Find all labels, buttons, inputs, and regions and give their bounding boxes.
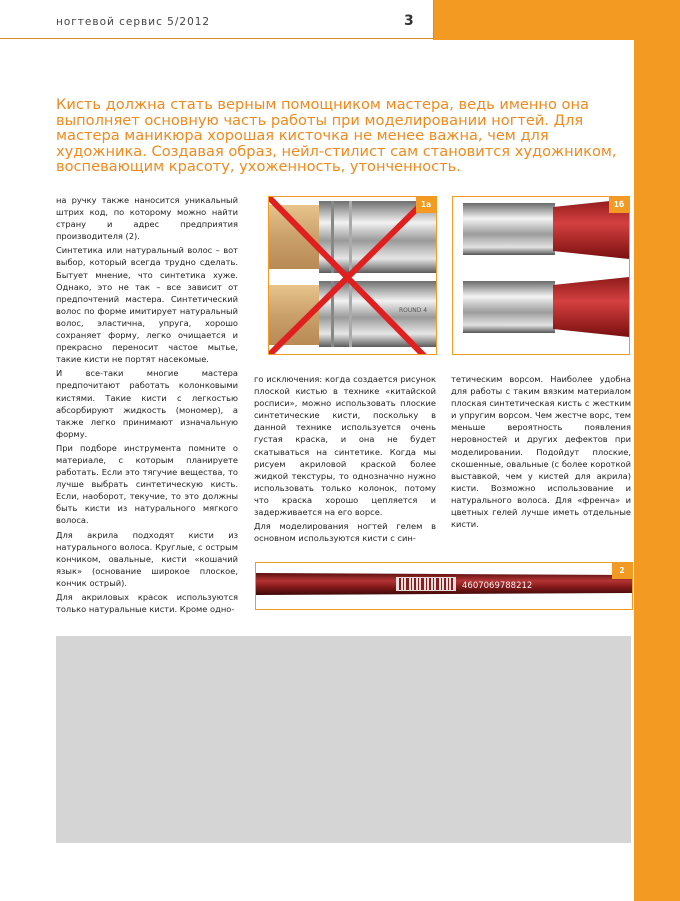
paragraph: И все-таки многие мастера предпочитают работать колонковыми кистями. Такие кисти с легкостью абсорбируют жидкость (мономер), а также легко принимают изначальную форму. [56,368,238,439]
orange-corner-block [434,0,680,40]
paragraph: При подборе инструмента помните о материале, с которым планируете работать. Если это тягучие вещества, то лучше выбрать синтетическую кисть. Если, наоборот, текучие, то это должны быть кисти из натурального мягкого волоса. [56,442,238,526]
text-column-2 [254,373,436,546]
ferrule-red-illustration [453,197,629,354]
barcode-graphic [396,577,456,591]
orange-side-strip [634,40,680,901]
paragraph: го исключения: когда создается рисунок плоской кистью в технике «китайской росписи», можно использовать плоские синтетические кисти, поскольку в данной технике используется очень густая краска, и она не будет скатываться на синтетике. Когда мы рисуем акриловой краской более жидкой текстуры, то однозначно нужно использовать только колонок, потому что краска хорошо цепляется и задерживается на его ворсе. [254,374,436,518]
svg-text:ROUND 4: ROUND 4 [399,307,428,314]
paragraph: Синтетика или натуральный волос – вот выбор, который всегда трудно сделать. Бытует мнение, что синтетика хуже. Однако, это не так – все зависит от предпочтений мастера. Синтетический волос по форме имитирует натуральный волос, эластична, упруга, хорошо сохраняет форму, легко очищается и прекрасно переносит частое мытье, такие кисти не портят насекомые. [56,245,238,365]
photo-tag-1a: 1а [416,197,436,213]
page-header [0,0,680,40]
paragraph: Для моделирования ногтей гелем в основном используются кисти с син- [254,521,436,544]
ferrule-wood-illustration [269,197,436,354]
text-column-3 [451,373,631,532]
photo-brush-ferrule-wood [268,196,437,355]
barcode-number: 4607069788212 [462,581,533,591]
photo-tag-2: 2 [612,563,632,579]
magazine-title: ногтевой сервис 5/2012 [56,16,211,28]
lead-paragraph: Кисть должна стать верным помощником мастера, ведь именно она выполняет основную часть работы при моделировании ногтей. Для мастера маникюра хорошая кисточка не менее важна, чем для художника. Создавая образ, нейл-стилист сам становится художником, воспевающим красоту, ухоженность, утонченность. [56,96,617,176]
photo-tag-1b: 1б [609,197,629,213]
paragraph: Для акрила подходят кисти из натурального волоса. Круглые, с острым кончиком, овальные, кисти «кошачий язык» (основание широкое плоское, кончик острый). [56,529,238,588]
brush-handle-illustration [256,563,632,609]
paragraph: Для акриловых красок используются только натуральные кисти. Кроме одно- [56,592,238,615]
gray-placeholder-block [56,636,631,843]
photo-brush-handle-barcode [255,562,633,610]
page-number: 3 [404,13,414,29]
header-rule [0,38,433,39]
photo-brush-ferrule-red [452,196,630,355]
paragraph: тетическим ворсом. Наиболее удобна для работы с таким вязким материалом плоская синтетическая кисть с жестким и упругим ворсом. Чем жестче ворс, тем меньше вероятность появления неровностей и других дефектов при моделировании. Подойдут плоские, скошенные, овальные (с более короткой выставкой, чем у кистей для акрила) кисти. Возможно использование и натурального волоса. Для «френча» и цветных гелей лучше иметь отдельные кисти. [451,374,631,530]
paragraph: на ручку также наносится уникальный штрих код, по которому можно найти страну и адрес предприятия производителя (2). [56,195,238,242]
text-column-1 [56,194,238,617]
